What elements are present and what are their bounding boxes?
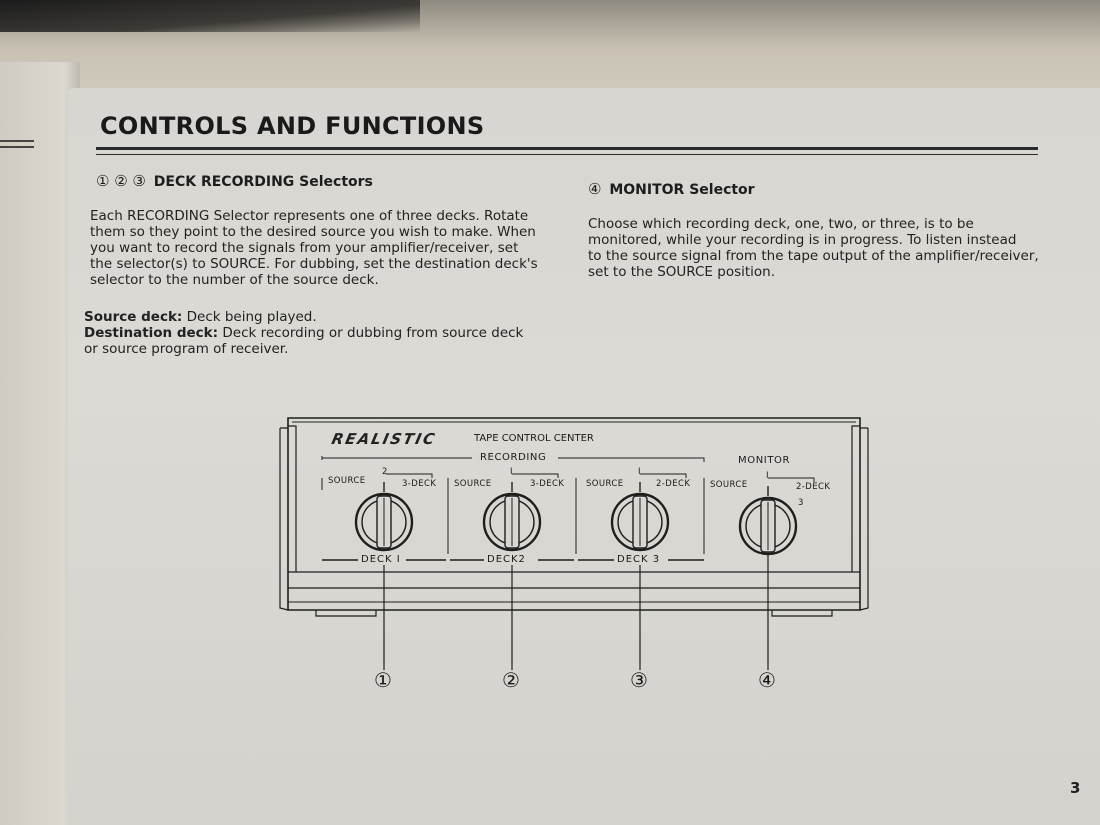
knob3-source-label: SOURCE — [586, 479, 624, 489]
text-line: them so they point to the desired source you wish to make. When — [90, 224, 536, 240]
callout-2: ② — [502, 668, 520, 692]
tape-control-center-illustration — [276, 412, 872, 712]
definition-source-deck — [84, 309, 564, 325]
knob2-position-label: I — [510, 467, 513, 477]
definition-term: Destination deck: — [84, 325, 219, 341]
background-binding-shadow — [0, 0, 420, 32]
page-edge-line — [0, 140, 34, 142]
knob2-deck-label: 3-DECK — [530, 479, 565, 489]
text-line: selector to the number of the source deck. — [90, 272, 379, 288]
text-line: monitored, while your recording is in progress. To listen instead — [588, 232, 1017, 248]
text-line: the selector(s) to SOURCE. For dubbing, set the destination deck's — [90, 256, 538, 272]
callout-1: ① — [374, 668, 392, 692]
text-line: you want to record the signals from your amplifier/receiver, set — [90, 240, 519, 256]
monitor-position-label: I — [766, 471, 769, 481]
knob1-position-label: 2 — [382, 467, 388, 477]
definitions-block — [84, 309, 564, 357]
text-line: or source program of receiver. — [84, 341, 289, 357]
recording-group-label: RECORDING — [476, 452, 550, 463]
callout-4: ④ — [758, 668, 776, 692]
monitor-deck-label: 2-DECK — [796, 482, 831, 492]
title-rule-thin — [96, 154, 1038, 155]
knob3-deck-label: 2-DECK — [656, 479, 691, 489]
monitor-group-label: MONITOR — [738, 455, 791, 466]
text-line: to the source signal from the tape output of the amplifier/receiver, — [588, 248, 1039, 264]
section-heading-text: DECK RECORDING Selectors — [153, 174, 373, 190]
monitor-source-label: SOURCE — [710, 480, 748, 490]
deck3-label: DECK 3 — [614, 554, 663, 565]
monitor-body — [588, 216, 1078, 280]
recording-body — [90, 208, 560, 288]
deck2-label: DECK2 — [484, 554, 529, 565]
monitor-section-heading — [588, 180, 755, 198]
knob1-deck-label: 3-DECK — [402, 479, 437, 489]
section-heading-text: MONITOR Selector — [609, 182, 755, 198]
page-number: 3 — [1070, 779, 1081, 797]
section-number-badge: ④ — [588, 180, 602, 198]
page-edge-line — [0, 146, 34, 148]
definition-text: Deck being played. — [182, 309, 317, 325]
device-subtitle: TAPE CONTROL CENTER — [474, 433, 594, 444]
knob1-source-label: SOURCE — [328, 476, 366, 486]
definition-text: Deck recording or dubbing from source deck — [218, 325, 524, 341]
page-title: CONTROLS AND FUNCTIONS — [100, 112, 485, 140]
definition-destination-deck — [84, 325, 564, 341]
callout-3: ③ — [630, 668, 648, 692]
knob3-position-label: I — [638, 467, 641, 477]
section-number-badges: ① ② ③ — [96, 172, 146, 190]
text-line: Choose which recording deck, one, two, or three, is to be — [588, 216, 974, 232]
text-line: set to the SOURCE position. — [588, 264, 776, 280]
brand-logo: REALISTIC — [330, 430, 439, 448]
recording-section-heading — [96, 172, 373, 190]
title-rule-thick — [96, 147, 1038, 150]
knob2-source-label: SOURCE — [454, 479, 492, 489]
definition-term: Source deck: — [84, 309, 183, 325]
text-line: Each RECORDING Selector represents one of three decks. Rotate — [90, 208, 529, 224]
monitor-position-3-label: 3 — [798, 498, 804, 508]
deck1-label: DECK I — [358, 554, 404, 565]
